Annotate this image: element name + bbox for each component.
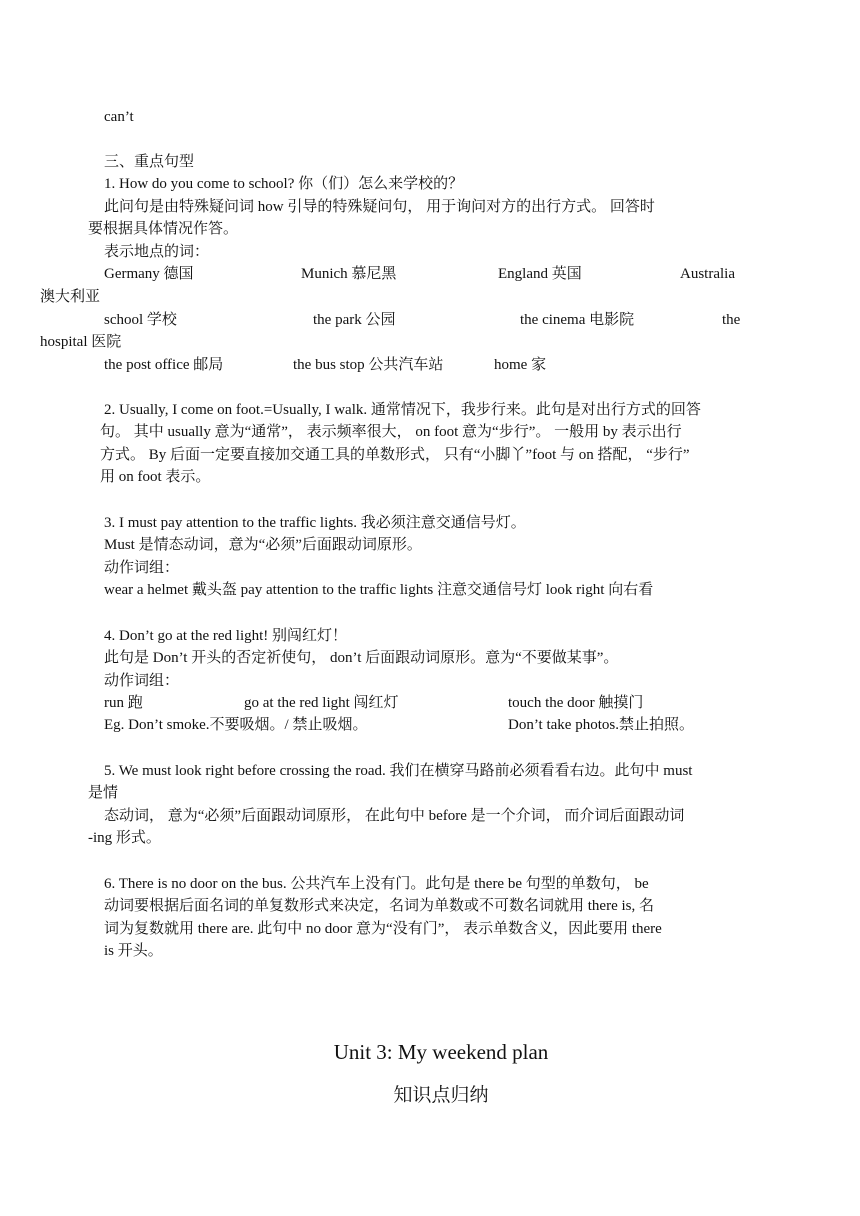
place-word: the cinema 电影院: [520, 312, 635, 328]
example-sentence: Don’t take photos.禁止拍照。: [508, 717, 694, 733]
text-line: is 开头。: [104, 943, 163, 959]
place-word: Munich 慕尼黑: [301, 266, 397, 282]
example-sentence: Eg. Don’t smoke.不要吸烟。/ 禁止吸烟。: [104, 717, 368, 733]
text-line: 4. Don’t go at the red light! 别闯红灯！: [104, 628, 348, 644]
text-line: 要根据具体情况作答。: [88, 221, 239, 237]
text-line: 表示地点的词：: [104, 244, 210, 260]
phrase-word: go at the red light 闯红灯: [244, 695, 399, 711]
text-line: 1. How do you come to school? 你（们）怎么来学校的？: [104, 176, 464, 192]
unit-subtitle: 知识点归纳: [393, 1085, 489, 1106]
text-line: 6. There is no door on the bus. 公共汽车上没有门。此句是 there be 句型的单数句， be: [104, 876, 649, 892]
text-line: 澳大利亚: [40, 289, 101, 305]
text-line: 此问句是由特殊疑问词 how 引导的特殊疑问句， 用于询问对方的出行方式。 回答时: [104, 199, 655, 215]
text-line: 动作词组：: [104, 673, 180, 689]
text-line: wear a helmet 戴头盔 pay attention to the traffic lights 注意交通信号灯 look right 向右看: [104, 582, 654, 598]
text-line: 动作词组：: [104, 560, 180, 576]
place-word: the: [722, 312, 741, 328]
text-line: 此句是 Don’t 开头的否定祈使句， don’t 后面跟动词原形。意为“不要做某事”。: [104, 650, 619, 666]
text-line: 方式。 By 后面一定要直接加交通工具的单数形式， 只有“小脚丫”foot 与 on 搭配， “步行”: [100, 447, 690, 463]
text-line: 2. Usually, I come on foot.=Usually, I walk. 通常情况下，我步行来。此句是对出行方式的回答: [104, 402, 701, 418]
text-line: 态动词， 意为“必须”后面跟动词原形， 在此句中 before 是一个介词， 而介词后面跟动词: [104, 808, 685, 824]
place-word: the park 公园: [313, 312, 396, 328]
text-line: 是情: [88, 785, 119, 801]
text-line: 动词要根据后面名词的单复数形式来决定，名词为单数或不可数名词就用 there is, 名: [104, 898, 654, 914]
place-word: school 学校: [104, 312, 177, 328]
phrase-word: run 跑: [104, 695, 143, 711]
unit-title: Unit 3: My weekend plan: [333, 1040, 549, 1064]
text-line: 5. We must look right before crossing the road. 我们在横穿马路前必须看看右边。此句中 must: [104, 763, 693, 779]
place-word: home 家: [494, 357, 547, 373]
text-line: hospital 医院: [40, 334, 122, 350]
text-line: Must 是情态动词，意为“必须”后面跟动词原形。: [104, 537, 422, 553]
place-word: England 英国: [498, 266, 582, 282]
place-word: the bus stop 公共汽车站: [293, 357, 444, 373]
place-word: Australia: [680, 266, 735, 282]
text-line: can’t: [104, 109, 134, 125]
text-line: 用 on foot 表示。: [100, 469, 211, 485]
section-heading: 三、重点句型: [104, 154, 195, 170]
text-line: -ing 形式。: [88, 830, 161, 846]
text-line: 词为复数就用 there are. 此句中 no door 意为“没有门”， 表示单数含义，因此要用 there: [104, 921, 662, 937]
place-word: Germany 德国: [104, 266, 194, 282]
place-word: the post office 邮局: [104, 357, 224, 373]
text-line: 3. I must pay attention to the traffic lights. 我必须注意交通信号灯。: [104, 515, 526, 531]
text-line: 句。 其中 usually 意为“通常”， 表示频率很大， on foot 意为“步行”。 一般用 by 表示出行: [100, 424, 682, 440]
phrase-word: touch the door 触摸门: [508, 695, 644, 711]
